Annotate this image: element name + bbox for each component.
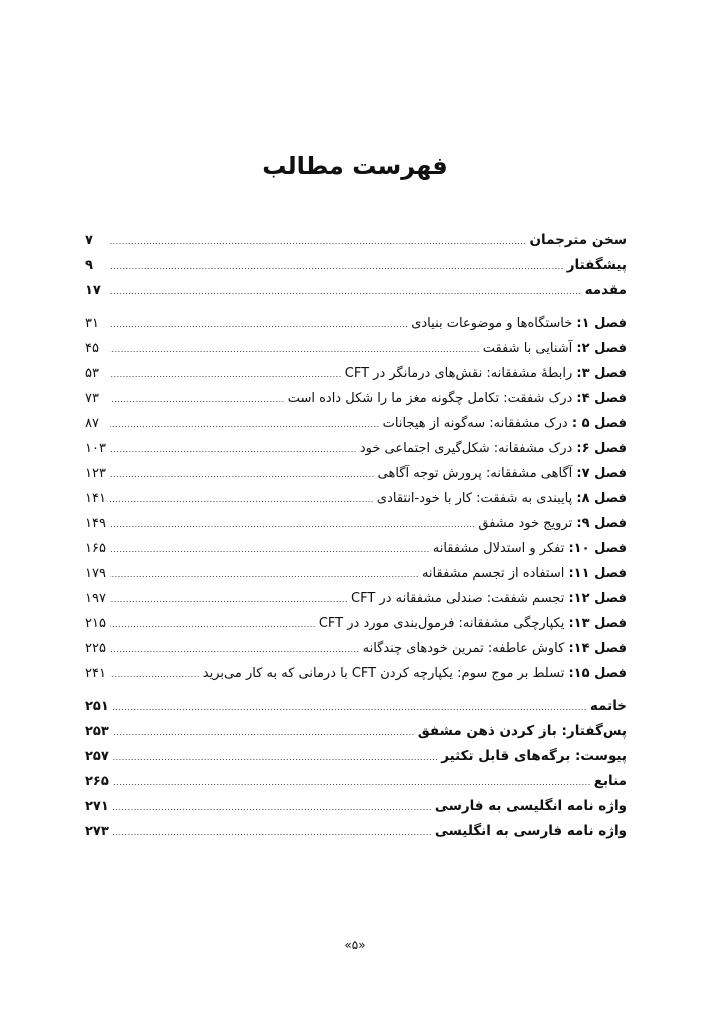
chapter-title: درک مشفقانه: شکل‌گیری اجتماعی خود [359,441,573,456]
toc-page-number: ۴۵ [85,341,99,356]
dot-leader [110,254,564,279]
chapter-number: فصل ۱۳: [568,616,627,631]
toc-entry [378,461,627,486]
chapter-title: خاستگاه‌ها و موضوعات بنیادی [411,316,573,331]
toc-page-number: ۱۲۳ [85,466,106,481]
toc-page-number: ۱۴۹ [85,516,106,531]
dot-leader [110,487,374,512]
chapter-title: یکپارچگی مشفقانه: فرمول‌بندی مورد در CFT [318,616,565,631]
toc-entry: واژه نامه فارسی به انگلیسی [434,823,627,839]
dot-leader [110,437,357,462]
toc-chapter-row [85,386,627,411]
toc-page-number: ۲۶۵ [85,774,109,789]
dot-leader [110,279,582,304]
dot-leader [112,745,438,770]
toc-page-number: ۵۳ [85,366,99,381]
chapter-title: پایبندی به شفقت: کار با خود-انتقادی [376,491,573,506]
chapter-title: استفاده از تجسم مشفقانه [421,566,565,581]
toc-entry [478,511,627,536]
dot-leader [110,337,480,362]
chapter-number: فصل ۵ : [571,416,627,431]
toc-row [85,769,627,794]
dot-leader [110,587,348,612]
dot-leader [110,662,200,687]
toc-page-number: ۲۷۱ [85,799,109,814]
toc-entry: سخن مترجمان [529,232,627,248]
chapter-number: فصل ۱۲: [568,591,627,606]
toc-chapter-row [85,361,627,386]
chapter-number: فصل ۹: [576,516,627,531]
toc-entry [483,336,627,361]
table-of-contents [85,228,627,844]
dot-leader [110,229,527,254]
dot-leader [112,795,432,820]
chapter-title: تسلط بر موج سوم: یکپارچه کردن CFT با درمانی که به کار می‌برید [202,666,565,681]
toc-chapter-row [85,486,627,511]
chapter-title: تجسم شفقت: صندلی مشفقانه در CFT [351,591,565,606]
dot-leader [110,537,430,562]
toc-chapter-row [85,561,627,586]
toc-entry: پیوست: برگه‌های قابل تکثیر [441,748,627,764]
page-title: فهرست مطالب [262,152,448,180]
toc-page-number: ۲۵۱ [85,699,109,714]
chapter-number: فصل ۱۱: [568,566,627,581]
toc-chapter-row [85,461,627,486]
toc-entry [351,586,627,611]
dot-leader [110,387,285,412]
toc-entry [363,636,627,661]
toc-chapter-row [85,611,627,636]
dot-leader [110,312,408,337]
toc-page-number: ۸۷ [85,416,99,431]
dot-leader [110,462,375,487]
toc-entry [433,536,627,561]
toc-page-number: ۱۴۱ [85,491,106,506]
chapter-title: تفکر و استدلال مشفقانه [432,541,565,556]
toc-row [85,819,627,844]
chapter-title: کاوش عاطفه: تمرین خودهای چندگانه [362,641,565,656]
toc-page-number: ۲۴۱ [85,666,106,681]
toc-row [85,744,627,769]
toc-chapter-row [85,336,627,361]
chapter-number: فصل ۱۰: [568,541,627,556]
toc-row [85,228,627,253]
toc-page-number: ۲۲۵ [85,641,106,656]
dot-leader [110,512,475,537]
toc-entry [383,411,627,436]
toc-entry [203,661,627,686]
chapter-number: فصل ۴: [576,391,627,406]
toc-page-number: ۷۳ [85,391,99,406]
toc-entry: پس‌گفتار: باز کردن ذهن مشفق [417,723,627,739]
dot-leader [110,562,419,587]
toc-chapter-row [85,536,627,561]
toc-page-number: ۲۵۳ [85,724,109,739]
dot-leader [112,770,591,795]
toc-page-number: ۱۰۳ [85,441,106,456]
dot-leader [110,362,342,387]
toc-chapter-row [85,586,627,611]
chapter-title: درک مشفقانه: سه‌گونه از هیجانات [382,416,568,431]
toc-entry: واژه نامه انگلیسی به فارسی [434,798,627,814]
toc-page-number: ۱۶۵ [85,541,106,556]
toc-row [85,794,627,819]
toc-entry: منابع [593,773,627,789]
dot-leader [110,612,316,637]
chapter-number: فصل ۶: [576,441,627,456]
toc-entry [377,486,627,511]
toc-entry [422,561,627,586]
chapter-number: فصل ۸: [576,491,627,506]
toc-chapter-row [85,636,627,661]
toc-page-number: ۱۷۹ [85,566,106,581]
toc-chapter-row [85,436,627,461]
chapter-number: فصل ۳: [576,366,627,381]
toc-row [85,719,627,744]
toc-entry [288,386,627,411]
dot-leader [112,720,415,745]
toc-entry [345,361,627,386]
chapter-number: فصل ۱۵: [568,666,627,681]
toc-page-number: ۹ [85,258,93,273]
toc-chapter-row [85,511,627,536]
chapter-title: درک شفقت: تکامل چگونه مغز ما را شکل داده است [287,391,573,406]
toc-entry [319,611,627,636]
toc-chapter-row [85,661,627,686]
dot-leader [110,412,380,437]
toc-row [85,253,627,278]
toc-entry: خاتمه [589,698,627,714]
toc-page-number: ۲۱۵ [85,616,106,631]
chapter-number: فصل ۲: [576,341,627,356]
chapter-title: آشنایی با شفقت [482,341,573,356]
dot-leader [112,820,432,845]
dot-leader [112,695,587,720]
toc-chapter-row [85,411,627,436]
toc-page-number: ۱۷ [85,283,101,298]
chapter-number: فصل ۱۴: [568,641,627,656]
chapter-number: فصل ۷: [576,466,627,481]
toc-row [85,694,627,719]
chapter-title: آگاهی مشفقانه: پرورش توجه آگاهی [377,466,573,481]
chapter-title: ترویج خود مشفق [478,516,573,531]
toc-entry [360,436,627,461]
toc-chapter-row [85,311,627,336]
toc-page-number: ۲۵۷ [85,749,109,764]
toc-page-number: ۱۹۷ [85,591,106,606]
chapter-title: رابطهٔ مشفقانه: نقش‌های درمانگر در CFT [344,366,573,381]
toc-page-number: ۷ [85,233,93,248]
toc-entry: مقدمه [584,282,627,298]
toc-page-number: ۳۱ [85,316,99,331]
dot-leader [110,637,360,662]
toc-entry [411,311,627,336]
page-number: «۵» [344,938,366,952]
toc-row [85,278,627,303]
toc-entry: پیشگفتار [566,257,627,273]
chapter-number: فصل ۱: [576,316,627,331]
toc-page-number: ۲۷۳ [85,824,109,839]
